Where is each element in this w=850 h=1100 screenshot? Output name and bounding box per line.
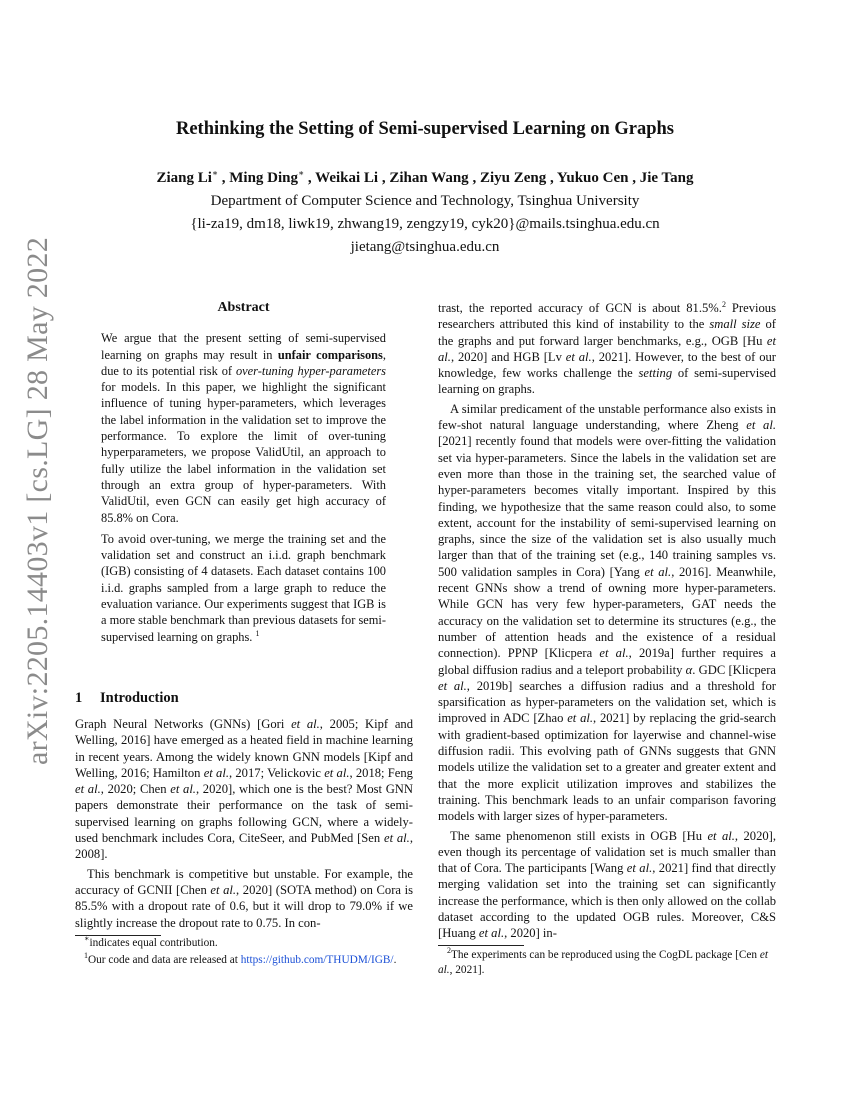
text-run: , 2020], even though its percentage of validation set is much smaller than that of Cora. The participants [Wang <box>438 828 777 876</box>
italic-text: et al. <box>75 782 101 797</box>
text-run: of the graphs and put forward larger benchmarks, e.g., OGB [Hu <box>438 317 777 348</box>
text-run: , 2020], which one is the best? Most GNN papers demonstrate their performance on the task of semi-supervised learning on graphs following GCN, where a widely-used benchmark includes Cora, CiteSeer, and PubMed [Sen <box>75 782 413 846</box>
italic-text: setting <box>638 366 673 381</box>
text-run: , 2020] in- <box>504 926 557 941</box>
footnotes-right <box>438 948 776 979</box>
text-run: [2021] recently found that models were over-fitting the validation set via hyper-parameters. Since the labels in the validation set are even more than those in the training set, the searched value of hyper-parameters becomes vitally important. Inspired by this finding, we hypothesize that the same reason could also, to some extent, account for the instability of semi-supervised learning on graphs, since the size of the validation set is also usually much larger than that of the training set (e.g., 140 training samples vs. 500 validation samples in Cora) [Yang <box>438 434 776 579</box>
text-run: , 2016]. Meanwhile, recent GNNs show a trend of owning more hyper-parameters. While GCN has very few hyper-parameters, GAT needs the accuracy on the validation set to determine its structures (e.g., the number of attention heads and the existence of a residual connection). PPNP [Klicpera <box>438 564 776 661</box>
intro-paragraph-1 <box>75 716 413 863</box>
author-name: Ming Ding <box>229 170 299 186</box>
right-paragraph-1 <box>438 300 776 398</box>
footnote-reproduction <box>438 948 776 977</box>
author-name: Zihan Wang <box>389 170 469 186</box>
footnote-marker: 1 <box>255 628 260 638</box>
author-mark: ∗ <box>211 168 219 178</box>
abstract-paragraph-1 <box>101 330 386 526</box>
text-run: Our code and data are released at <box>88 953 241 966</box>
italic-text: et al. <box>626 861 653 876</box>
author-name: Yukuo Cen <box>556 170 629 186</box>
italic-text: et al. <box>746 418 776 433</box>
italic-text: et al. <box>384 831 410 846</box>
text-run: , 2020; Chen <box>100 782 171 797</box>
text-run: , 2017; Velickovic <box>228 765 325 780</box>
affiliation-corresponding-email: jietang@tsinghua.edu.cn <box>350 239 500 255</box>
text-run: for models. In this paper, we highlight the significant influence of tuning hyper-parameters, which leverages the label information in the validation set to improve the performance. To explore the limit of over-tuning hyperparameters, we propose ValidUtil, an approach to fully utilize the label information in the validation set through an extra group of hyper-parameters. With ValidUtil, even GCN can easily get high accuracy of 85.8% on Cora. <box>101 380 386 525</box>
section-number: 1 <box>75 690 83 706</box>
footnote-marker: 2 <box>721 299 726 309</box>
italic-text: et al. <box>567 711 594 726</box>
arxiv-identifier-text: arXiv:2205.14403v1 [cs.LG] 28 May 2022 <box>21 237 54 765</box>
right-paragraph-2 <box>438 401 776 825</box>
text-run: This benchmark is competitive but unstable. For example, the accuracy of GCNII [Chen <box>75 866 413 897</box>
author-name: Jie Tang <box>639 170 694 186</box>
italic-text: et al. <box>291 717 320 731</box>
introduction-left-column <box>75 716 413 934</box>
text-run: , 2018; Feng <box>349 765 413 780</box>
affiliation-department: Department of Computer Science and Technology, Tsinghua University <box>210 193 640 209</box>
right-column <box>438 300 776 945</box>
footnote-code-release <box>75 950 413 968</box>
text-run: To avoid over-tuning, we merge the training set and the validation set and construct an i.i.d. graph benchmark (IGB) consisting of 4 datasets. Each dataset contains 100 i.i.d. graphs sampled from a large graph to reduce the evaluation variance. Our experiments suggest that IGB is a more stable benchmark than previous datasets for semi-supervised learning on graphs. <box>101 531 386 644</box>
text-run: The experiments can be reproduced using the CogDL package [Cen <box>451 949 760 961</box>
italic-text: small size <box>709 317 761 332</box>
footnotes-left <box>75 936 413 969</box>
text-run: , 2019a] further requires a global diffusion radius and a teleport probability <box>438 646 776 677</box>
text-run: , due to its potential risk of <box>101 347 386 378</box>
text-run: Graph Neural Networks (GNNs) [Gori <box>75 717 292 731</box>
text-run: Previous researchers attributed this kind of instability to the <box>438 301 777 332</box>
text-run: , 2020] and HGB [Lv <box>450 349 566 364</box>
bold-text: unfair comparisons <box>277 347 383 362</box>
text-run: , 2020] (SOTA method) on Cora is 85.5% with a dropout rate of 0.6, but it will drop to 79.0% if we slightly increase the dropout rate to 0.75. In con- <box>75 882 413 930</box>
text-run: of semi-supervised learning on graphs. <box>438 366 776 397</box>
text-run: . GDC [Klicpera <box>692 662 776 677</box>
abstract-paragraph-2 <box>101 531 386 645</box>
text-run: , 2008]. <box>75 831 413 862</box>
footnote-marker: 2 <box>447 946 451 956</box>
author-name: Ziang Li <box>156 170 212 186</box>
right-paragraph-3 <box>438 828 776 942</box>
text-run: The same phenomenon still exists in OGB [Hu <box>450 828 708 843</box>
intro-paragraph-2 <box>75 866 413 931</box>
author-mark: ∗ <box>298 168 305 178</box>
text-run: , 2019b] searches a diffusion radius and a threshold for sparsification as hyper-parameters on the validation set, which is improved in ADC [Zhao <box>438 678 776 726</box>
text-run: trast, the reported accuracy of GCN is about 81.5%. <box>438 301 722 315</box>
section-title: Introduction <box>100 690 179 706</box>
affiliation-emails: {li-za19, dm18, liwk19, zhwang19, zengzy19, cyk20}@mails.tsinghua.edu.cn <box>190 216 660 232</box>
italic-text: et al. <box>707 828 735 843</box>
paper-title: Rethinking the Setting of Semi-supervised Learning on Graphs <box>175 119 674 139</box>
author-name: Weikai Li <box>315 170 379 186</box>
italic-text: et al. <box>203 765 229 780</box>
italic-text: over-tuning hyper-parameters <box>235 363 386 378</box>
text-run: . <box>393 953 397 966</box>
italic-text: et al. <box>438 678 467 693</box>
italic-text: et al. <box>478 926 505 941</box>
abstract-heading: Abstract <box>217 300 270 315</box>
section-heading <box>75 690 179 707</box>
italic-text: et al. <box>565 349 592 364</box>
text-run: , 2005; Kipf and Welling, 2016] have emerged as a heated field in machine learning in recent years. Among the widely known GNN models [Kipf and Welling, 2016; Hamilton <box>75 717 413 780</box>
text-run: indicates equal contribution. <box>89 937 218 949</box>
arxiv-identifier <box>6 237 70 765</box>
abstract <box>101 300 386 650</box>
italic-text: et al. <box>438 333 776 364</box>
author-list: Ziang Li∗ , Ming Ding∗ , Weikai Li , Zihan Wang , Ziyu Zeng , Yukuo Cen , Jie Tang <box>156 168 694 186</box>
text-run: We argue that the present setting of semi-supervised learning on graphs may result in <box>101 331 386 362</box>
text-run: , 2021]. However, to the best of our knowledge, few works challenge the <box>438 349 776 381</box>
text-run: A similar predicament of the unstable performance also exists in few-shot natural language understanding, where Zheng <box>438 401 776 433</box>
footnote-equal-contribution <box>75 936 413 951</box>
code-repository-link[interactable]: https://github.com/THUDM/IGB/ <box>240 953 394 966</box>
italic-text: et al. <box>210 882 237 897</box>
italic-text: et al. <box>170 782 196 797</box>
italic-text: et al. <box>599 646 629 661</box>
italic-text: et al. <box>438 949 769 976</box>
italic-text: et al. <box>644 564 672 579</box>
footnote-marker: 1 <box>84 950 88 960</box>
author-name: Ziyu Zeng <box>479 170 547 186</box>
footnote-marker: ∗ <box>84 934 90 944</box>
italic-text: et al. <box>324 765 350 780</box>
text-run: , 2021] by replacing the grid-search with gradient-based optimization for layerwise and channel-wise diffusion radii. This evolving path of GNNs suggests that GNN models utilize the validation set to a greater and greater extent and that the more explicit utilization improves and stabilizes the training. This benchmark leads to an unfair comparison favoring models with larger sizes of hyper-parameters. <box>438 711 776 824</box>
italic-text: α <box>685 662 693 677</box>
text-run: , 2021]. <box>449 963 485 976</box>
text-run: , 2021] find that directly merging validation set into the training set can significantly increase the performance, which is then only allowed on the collab dataset according to the updated OGB rules. Moreover, C&S [Huang <box>438 861 776 941</box>
